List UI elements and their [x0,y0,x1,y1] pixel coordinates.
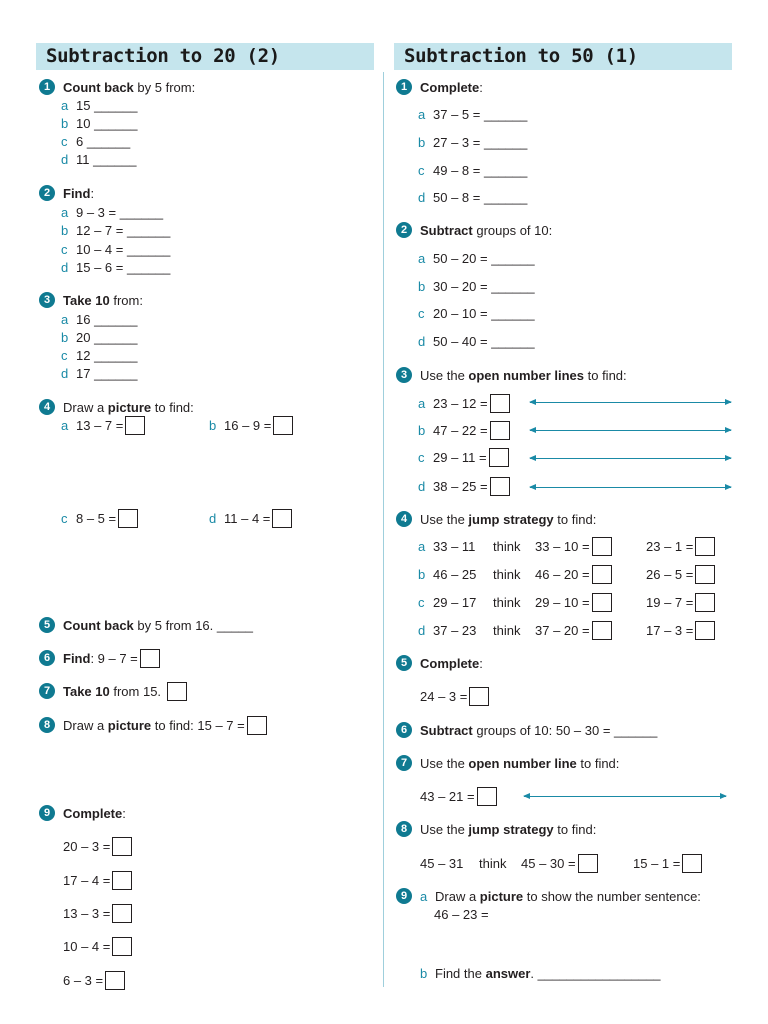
right-q1-item-c: c 49 – 8 = ______ [418,163,528,178]
think-label: think [493,623,521,638]
open-number-line [530,430,731,431]
right-title-bar [394,43,732,70]
left-q1-item-d: d 11 ______ [61,152,137,167]
answer-box[interactable] [477,787,497,806]
left-q2-item-a: a 9 – 3 = ______ [61,205,164,220]
right-q3-item-c: c 29 – 11 = [418,450,509,467]
question-text: Take 10 from: [63,293,143,308]
question-number: 8 [396,821,412,837]
question-number: 6 [396,722,412,738]
question-number: 4 [396,511,412,527]
question-number: 4 [39,399,55,415]
answer-box[interactable] [272,509,292,528]
question-text: Take 10 from 15. [63,684,187,701]
question-text: Count back by 5 from: [63,80,196,95]
left-q1-item-b: b 10 ______ [61,116,138,131]
answer-box[interactable] [140,649,160,668]
left-q9-item-2: 17 – 4 = [63,873,132,890]
answer-box[interactable] [490,394,510,413]
question-number: 2 [39,185,55,201]
right-q3-item-d: d 38 – 25 = [418,479,510,496]
left-q3-item-d: d 17 ______ [61,366,138,381]
right-q7-equation: 43 – 21 = [420,789,497,806]
answer-box[interactable] [592,593,612,612]
column-divider [383,72,384,987]
answer-box[interactable] [490,477,510,496]
left-q4-item-c: c 8 – 5 = [61,511,138,528]
right-q1-item-d: d 50 – 8 = ______ [418,190,528,205]
left-q2-item-c: c 10 – 4 = ______ [61,242,171,257]
question-number: 1 [39,79,55,95]
left-q3-item-b: b 20 ______ [61,330,138,345]
left-q4-item-b: b 16 – 9 = [209,418,293,435]
left-q3-item-c: c 12 ______ [61,348,138,363]
left-q1-item-a: a 15 ______ [61,98,138,113]
answer-box[interactable] [112,937,132,956]
question-number: 6 [39,650,55,666]
left-q9-item-3: 13 – 3 = [63,906,132,923]
right-q2-item-d: d 50 – 40 = ______ [418,334,535,349]
right-q9-part-b: b Find the answer. _________________ [420,966,661,981]
right-q4-step-d2: 17 – 3 = [646,623,715,640]
question-text: Count back by 5 from 16. _____ [63,618,254,633]
question-text: Subtract groups of 10: [420,223,553,238]
answer-box[interactable] [112,904,132,923]
answer-box[interactable] [695,621,715,640]
answer-box[interactable] [578,854,598,873]
left-page-title: Subtraction to 20 (2) [46,45,280,67]
question-text: Subtract groups of 10: 50 – 30 = ______ [420,723,658,738]
right-q4-step-d1: 37 – 20 = [535,623,612,640]
answer-box[interactable] [489,448,509,467]
right-q4-step-b2: 26 – 5 = [646,567,715,584]
right-q4-item-d: d 37 – 23 [418,623,477,638]
left-q2-item-b: b 12 – 7 = ______ [61,223,171,238]
right-q8-expression: 45 – 31 [420,856,464,871]
left-q9-item-4: 10 – 4 = [63,939,132,956]
question-number: 2 [396,222,412,238]
right-q4-step-b1: 46 – 20 = [535,567,612,584]
right-q4-step-a1: 33 – 10 = [535,539,612,556]
question-number: 7 [39,683,55,699]
right-q8-step-1: 45 – 30 = [521,856,598,873]
question-text: Draw a picture to find: 15 – 7 = [63,718,267,735]
left-q2-item-d: d 15 – 6 = ______ [61,260,171,275]
answer-box[interactable] [469,687,489,706]
right-q4-step-c1: 29 – 10 = [535,595,612,612]
answer-box[interactable] [273,416,293,435]
right-q3-item-b: b 47 – 22 = [418,423,510,440]
question-text: Use the jump strategy to find: [420,822,597,837]
question-text: Use the open number lines to find: [420,368,627,383]
question-number: 5 [39,617,55,633]
answer-box[interactable] [112,871,132,890]
answer-box[interactable] [695,593,715,612]
question-text: Complete: [420,656,483,671]
right-q4-item-b: b 46 – 25 [418,567,477,582]
right-q8-step-2: 15 – 1 = [633,856,702,873]
right-q9-equation: 46 – 23 = [434,907,489,922]
right-q2-item-a: a 50 – 20 = ______ [418,251,535,266]
answer-box[interactable] [592,537,612,556]
answer-box[interactable] [105,971,125,990]
question-text: Find: [63,186,95,201]
left-q9-item-5: 6 – 3 = [63,973,125,990]
left-q3-item-a: a 16 ______ [61,312,138,327]
question-text: Use the jump strategy to find: [420,512,597,527]
answer-box[interactable] [592,565,612,584]
right-q1-item-a: a 37 – 5 = ______ [418,107,528,122]
answer-box[interactable] [112,837,132,856]
question-number: 5 [396,655,412,671]
open-number-line [530,487,731,488]
left-q4-item-d: d 11 – 4 = [209,511,292,528]
open-number-line [530,402,731,403]
think-label: think [479,856,507,871]
left-q9-item-1: 20 – 3 = [63,839,132,856]
question-number: 9 [39,805,55,821]
answer-box[interactable] [592,621,612,640]
think-label: think [493,595,521,610]
right-q2-item-b: b 30 – 20 = ______ [418,279,535,294]
question-number: 7 [396,755,412,771]
right-q1-item-b: b 27 – 3 = ______ [418,135,528,150]
question-number: 9 [396,888,412,904]
left-q4-item-a: a 13 – 7 = [61,418,145,435]
question-number: 8 [39,717,55,733]
question-text: Complete: [420,80,483,95]
question-text: Find: 9 – 7 = [63,651,160,668]
open-number-line [530,458,731,459]
question-text: Complete: [63,806,126,821]
left-title-bar [36,43,374,70]
think-label: think [493,539,521,554]
question-number: 3 [396,367,412,383]
open-number-line [524,796,726,797]
right-q4-step-c2: 19 – 7 = [646,595,715,612]
right-page-title: Subtraction to 50 (1) [404,45,638,67]
right-q2-item-c: c 20 – 10 = ______ [418,306,535,321]
question-number: 3 [39,292,55,308]
right-q4-item-c: c 29 – 17 [418,595,477,610]
right-q5-equation: 24 – 3 = [420,689,489,706]
right-q4-step-a2: 23 – 1 = [646,539,715,556]
right-q4-item-a: a 33 – 11 [418,539,476,554]
answer-box[interactable] [167,682,187,701]
answer-box[interactable] [490,421,510,440]
question-number: 1 [396,79,412,95]
right-q3-item-a: a 23 – 12 = [418,396,510,413]
answer-box[interactable] [695,565,715,584]
question-text: Draw a picture to find: [63,400,194,415]
answer-box[interactable] [125,416,145,435]
answer-box[interactable] [695,537,715,556]
question-text: a Draw a picture to show the number sentence: [420,889,701,904]
left-q1-item-c: c 6 ______ [61,134,131,149]
question-text: Use the open number line to find: [420,756,620,771]
answer-box[interactable] [682,854,702,873]
answer-box[interactable] [247,716,267,735]
answer-box[interactable] [118,509,138,528]
think-label: think [493,567,521,582]
